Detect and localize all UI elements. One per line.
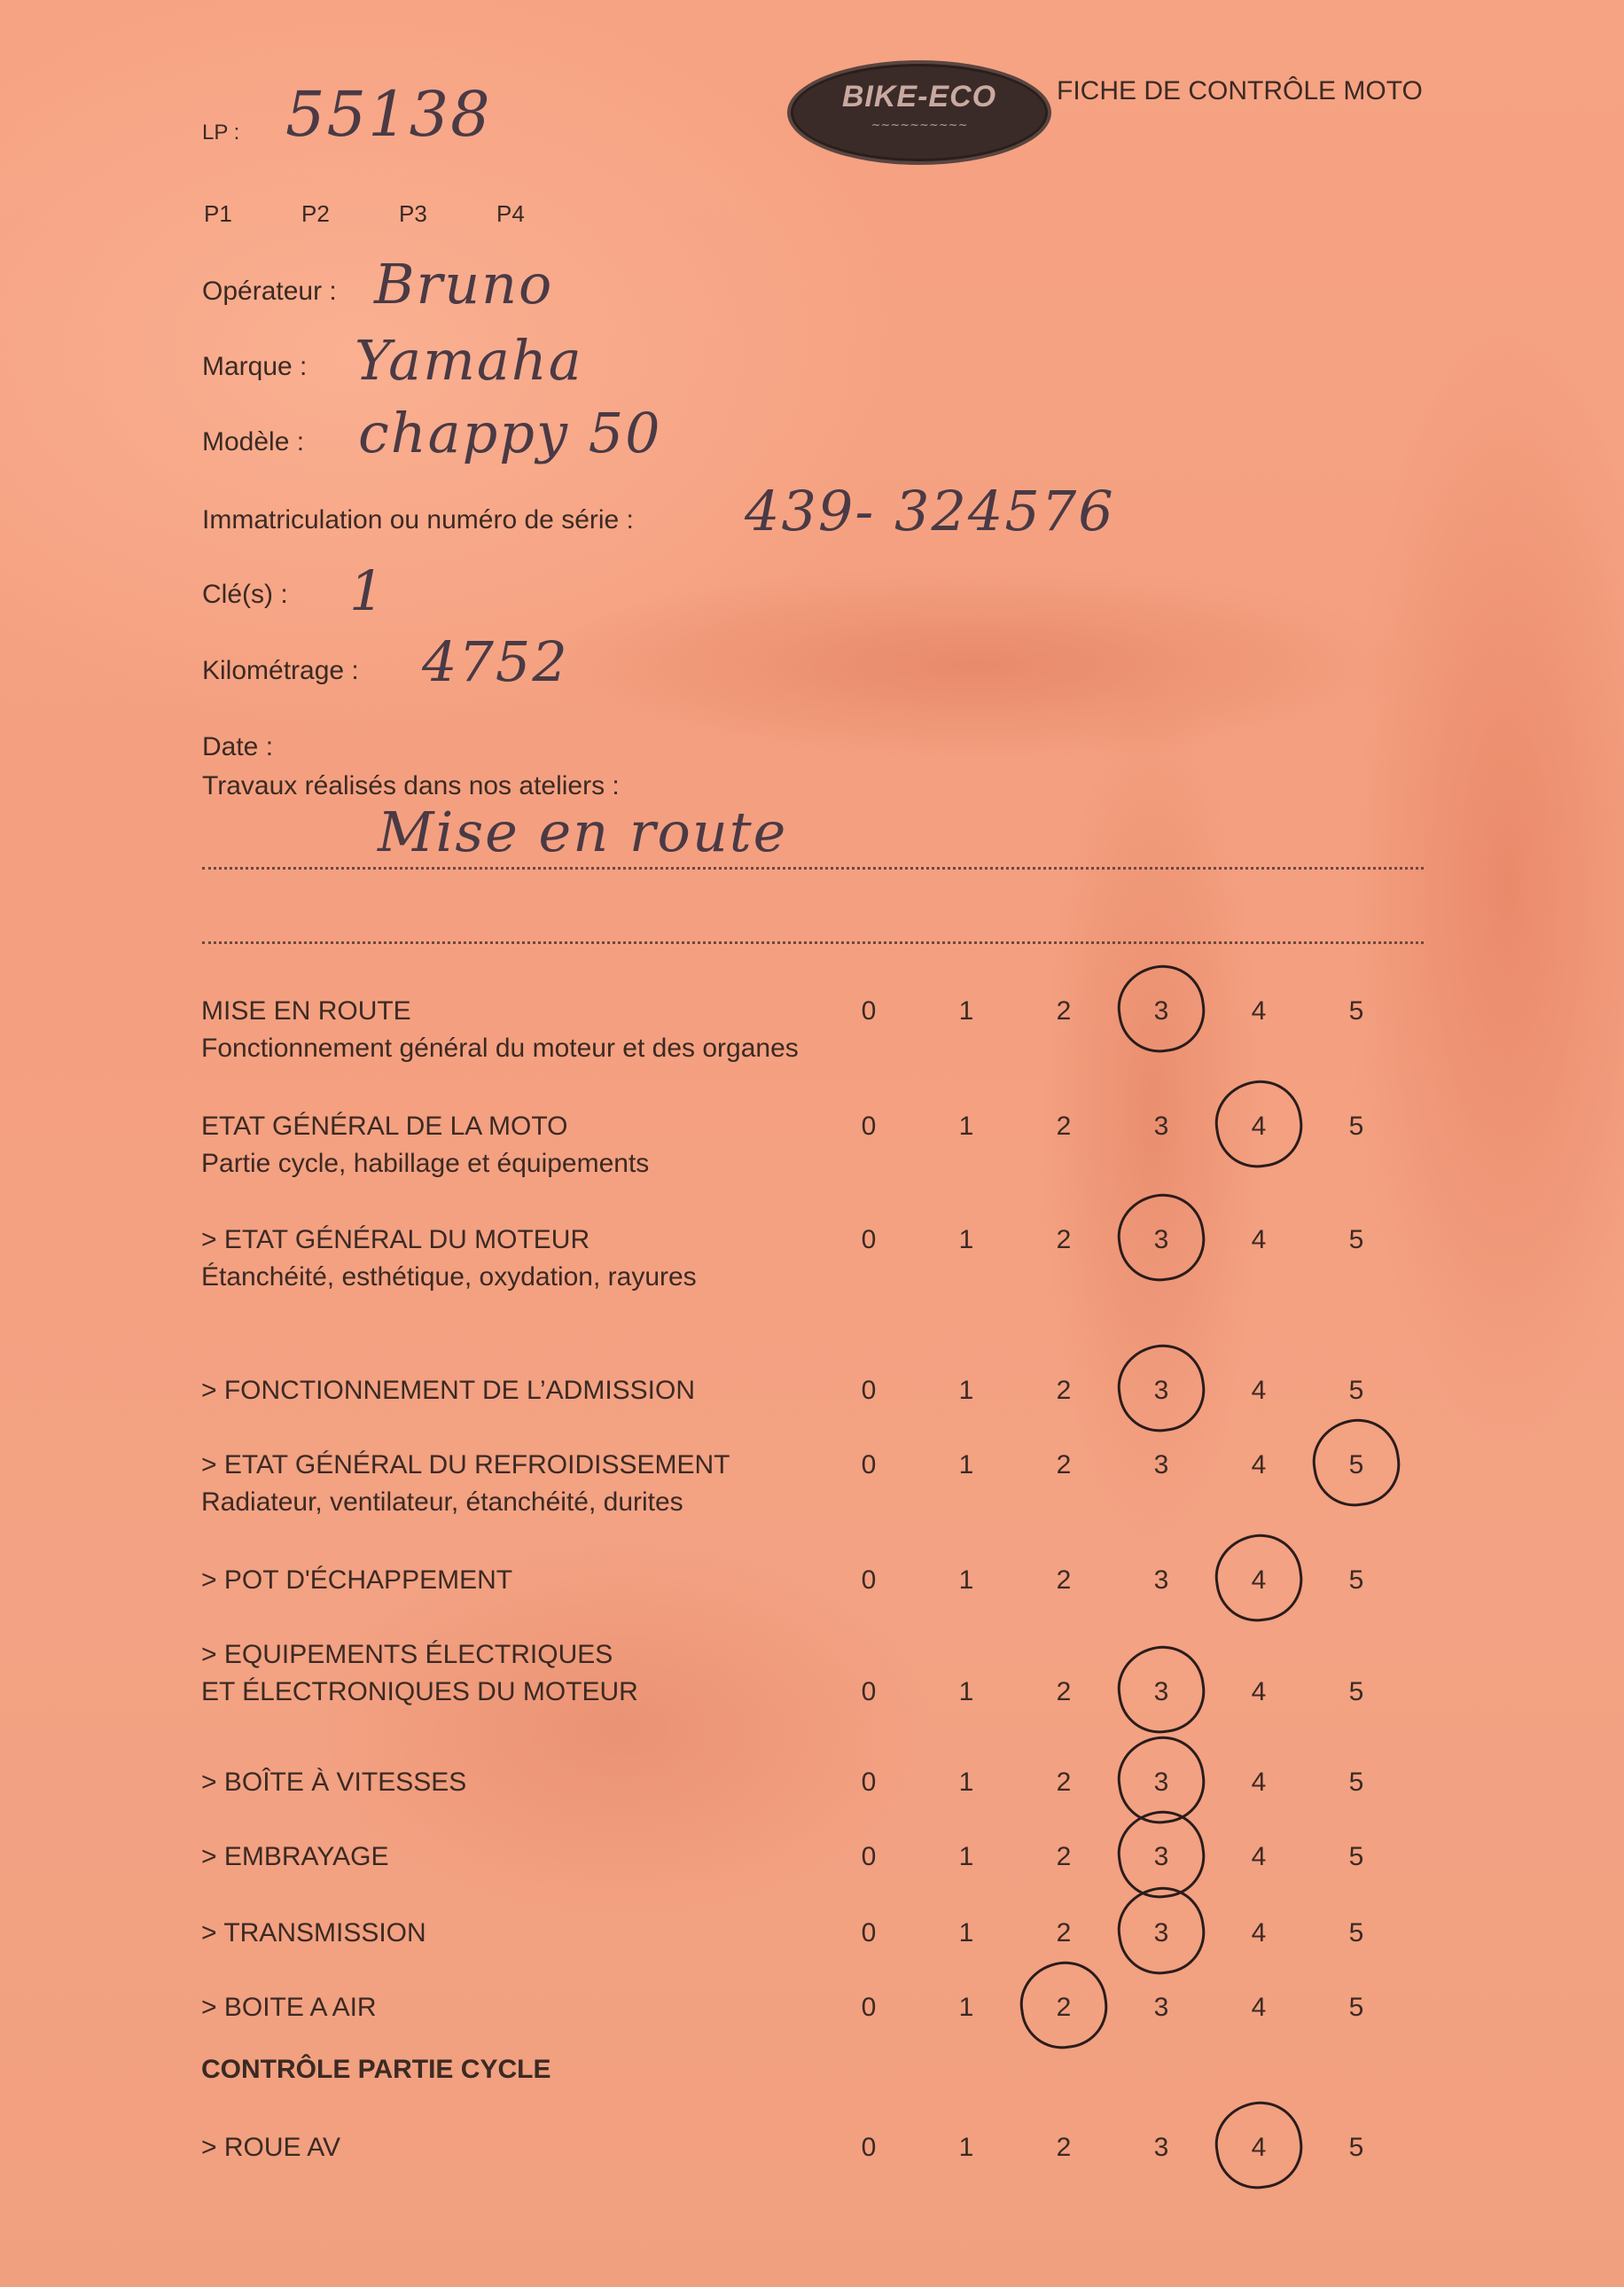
score-circle-mark <box>1210 1529 1308 1627</box>
score-scale <box>0 1225 1624 1269</box>
mileage-label: Kilométrage : <box>202 656 359 685</box>
score-option-5[interactable]: 5 <box>1348 1918 1364 1947</box>
score-option-0[interactable]: 0 <box>861 1677 877 1706</box>
score-option-0[interactable]: 0 <box>861 1225 877 1254</box>
score-scale <box>0 1677 1624 1721</box>
date-label: Date : <box>202 732 274 761</box>
score-option-5[interactable]: 5 <box>1348 1376 1364 1405</box>
model-label: Modèle : <box>202 427 305 457</box>
check-row <box>0 1640 1624 1729</box>
score-option-3[interactable]: 3 <box>1135 1225 1188 1255</box>
check-label: > FONCTIONNEMENT DE L’ADMISSION <box>201 1376 696 1405</box>
score-option-4[interactable]: 4 <box>1232 2133 1285 2163</box>
check-label: > ROUE AV <box>201 2133 341 2162</box>
works-value: Mise en route <box>378 800 788 864</box>
score-circle-mark <box>1113 1339 1211 1438</box>
check-row <box>0 1112 1624 1200</box>
score-option-2[interactable]: 2 <box>1056 2133 1072 2162</box>
score-option-3[interactable]: 3 <box>1135 1376 1188 1406</box>
check-label: > TRANSMISSION <box>201 1918 426 1947</box>
score-option-5[interactable]: 5 <box>1348 1225 1364 1254</box>
check-label: > ETAT GÉNÉRAL DU REFROIDISSEMENT <box>201 1450 730 1479</box>
score-scale <box>0 1112 1624 1156</box>
score-option-2[interactable]: 2 <box>1056 1112 1072 1141</box>
check-label: > EMBRAYAGE <box>201 1842 389 1871</box>
check-label: > POT D'ÉCHAPPEMENT <box>201 1565 513 1595</box>
score-option-2[interactable]: 2 <box>1056 1225 1072 1254</box>
check-description: Partie cycle, habillage et équipements <box>201 1149 650 1178</box>
cycle-section-title: CONTRÔLE PARTIE CYCLE <box>201 2055 551 2084</box>
score-option-1[interactable]: 1 <box>958 1565 974 1595</box>
keys-value: 1 <box>349 558 386 623</box>
check-label: > ETAT GÉNÉRAL DU MOTEUR <box>201 1225 590 1254</box>
score-option-0[interactable]: 0 <box>861 1918 877 1947</box>
score-option-5[interactable]: 5 <box>1348 1842 1364 1871</box>
score-option-4[interactable]: 4 <box>1251 1376 1267 1405</box>
score-option-2[interactable]: 2 <box>1056 1376 1072 1405</box>
check-row <box>0 1225 1624 1314</box>
score-option-0[interactable]: 0 <box>861 1842 877 1871</box>
score-option-1[interactable]: 1 <box>958 1918 974 1947</box>
check-description: Fonctionnement général du moteur et des organes <box>201 1034 799 1063</box>
score-option-3[interactable]: 3 <box>1153 2133 1169 2162</box>
score-option-4[interactable]: 4 <box>1251 996 1267 1026</box>
score-option-2[interactable]: 2 <box>1056 1677 1072 1706</box>
score-option-2[interactable]: 2 <box>1056 1768 1072 1797</box>
score-option-1[interactable]: 1 <box>958 1677 974 1706</box>
brand-label: Marque : <box>202 352 308 381</box>
score-option-5[interactable]: 5 <box>1330 1450 1383 1480</box>
score-option-0[interactable]: 0 <box>861 1450 877 1479</box>
score-option-5[interactable]: 5 <box>1348 1565 1364 1595</box>
score-scale <box>0 1918 1624 1963</box>
score-option-5[interactable]: 5 <box>1348 1768 1364 1797</box>
score-option-2[interactable]: 2 <box>1056 1450 1072 1479</box>
score-option-3[interactable]: 3 <box>1135 1677 1188 1707</box>
score-option-2[interactable]: 2 <box>1056 1918 1072 1947</box>
score-option-4[interactable]: 4 <box>1251 1450 1267 1479</box>
score-option-0[interactable]: 0 <box>861 1112 877 1141</box>
score-option-3[interactable]: 3 <box>1153 1112 1169 1141</box>
score-option-3[interactable]: 3 <box>1135 1918 1188 1948</box>
score-option-4[interactable]: 4 <box>1251 1677 1267 1706</box>
score-option-5[interactable]: 5 <box>1348 1677 1364 1706</box>
brand-value: Yamaha <box>355 328 583 393</box>
check-row <box>0 2133 1624 2221</box>
score-option-5[interactable]: 5 <box>1348 996 1364 1026</box>
check-row <box>0 996 1624 1085</box>
score-scale <box>0 1768 1624 1812</box>
score-scale <box>0 1842 1624 1886</box>
score-scale <box>0 996 1624 1041</box>
keys-label: Clé(s) : <box>202 580 288 609</box>
score-option-3[interactable]: 3 <box>1153 1565 1169 1595</box>
score-option-4[interactable]: 4 <box>1251 1918 1267 1947</box>
sheet-title: FICHE DE CONTRÔLE MOTO <box>1057 76 1423 105</box>
check-label: > BOÎTE À VITESSES <box>201 1768 467 1797</box>
position-p1: P1 <box>204 200 232 227</box>
works-label: Travaux réalisés dans nos ateliers : <box>202 771 620 800</box>
score-scale <box>0 1450 1624 1495</box>
position-p4: P4 <box>496 200 525 227</box>
works-line-2 <box>202 941 1424 944</box>
logo-tagline: ~~~~~~~~~~ <box>871 119 968 132</box>
score-option-0[interactable]: 0 <box>861 1768 877 1797</box>
registration-label: Immatriculation ou numéro de série : <box>202 505 634 535</box>
logo-text: BIKE-ECO <box>841 80 997 113</box>
score-option-5[interactable]: 5 <box>1348 1112 1364 1141</box>
score-circle-mark <box>1113 960 1211 1058</box>
score-circle-mark <box>1113 1189 1211 1287</box>
works-line-1 <box>202 867 1424 870</box>
score-circle-mark <box>1210 1075 1308 1174</box>
score-option-4[interactable]: 4 <box>1251 1768 1267 1797</box>
operator-label: Opérateur : <box>202 277 337 306</box>
score-option-0[interactable]: 0 <box>861 996 877 1026</box>
check-label: > BOITE A AIR <box>201 1993 377 2022</box>
check-description: Radiateur, ventilateur, étanchéité, durites <box>201 1487 683 1517</box>
score-option-5[interactable]: 5 <box>1348 2133 1364 2162</box>
registration-value: 439- 324576 <box>745 479 1115 543</box>
score-option-0[interactable]: 0 <box>861 2133 877 2162</box>
check-row <box>0 1450 1624 1539</box>
score-option-4[interactable]: 4 <box>1232 1112 1285 1142</box>
score-option-2[interactable]: 2 <box>1056 1842 1072 1871</box>
score-option-1[interactable]: 1 <box>958 2133 974 2162</box>
check-label: MISE EN ROUTE <box>201 996 411 1026</box>
score-option-2[interactable]: 2 <box>1056 1565 1072 1595</box>
mileage-value: 4752 <box>422 629 569 694</box>
score-option-4[interactable]: 4 <box>1232 1565 1285 1596</box>
score-option-3[interactable]: 3 <box>1135 996 1188 1026</box>
score-option-0[interactable]: 0 <box>861 1565 877 1595</box>
check-label: ETAT GÉNÉRAL DE LA MOTO <box>201 1112 568 1141</box>
score-option-0[interactable]: 0 <box>861 1376 877 1405</box>
score-option-1[interactable]: 1 <box>958 1225 974 1254</box>
check-description: ET ÉLECTRONIQUES DU MOTEUR <box>201 1677 638 1706</box>
model-value: chappy 50 <box>358 401 662 465</box>
position-p2: P2 <box>301 200 330 227</box>
score-option-0[interactable]: 0 <box>861 1993 877 2022</box>
score-option-4[interactable]: 4 <box>1251 1993 1267 2022</box>
score-option-3[interactable]: 3 <box>1135 1842 1188 1872</box>
score-option-4[interactable]: 4 <box>1251 1842 1267 1871</box>
operator-value: Bruno <box>374 252 554 316</box>
lp-label: LP : <box>202 121 240 144</box>
score-circle-mark <box>1210 2096 1308 2195</box>
score-scale <box>0 1376 1624 1420</box>
score-option-1[interactable]: 1 <box>958 1112 974 1141</box>
score-option-3[interactable]: 3 <box>1153 1450 1169 1479</box>
score-option-1[interactable]: 1 <box>958 1450 974 1479</box>
score-option-2[interactable]: 2 <box>1056 996 1072 1026</box>
score-option-1[interactable]: 1 <box>958 996 974 1026</box>
check-row <box>0 1842 1624 1931</box>
score-option-3[interactable]: 3 <box>1135 1768 1188 1798</box>
score-option-1[interactable]: 1 <box>958 1842 974 1871</box>
check-description: Étanchéité, esthétique, oxydation, rayures <box>201 1262 697 1292</box>
score-option-4[interactable]: 4 <box>1251 1225 1267 1254</box>
score-option-1[interactable]: 1 <box>958 1376 974 1405</box>
lp-value: 55138 <box>285 78 492 151</box>
bike-eco-logo <box>787 60 1051 165</box>
score-option-1[interactable]: 1 <box>958 1993 974 2022</box>
score-option-5[interactable]: 5 <box>1348 1993 1364 2022</box>
check-label: > EQUIPEMENTS ÉLECTRIQUES <box>201 1640 613 1669</box>
score-option-3[interactable]: 3 <box>1153 1993 1169 2022</box>
score-scale <box>0 1993 1624 2037</box>
position-p3: P3 <box>399 200 427 227</box>
score-circle-mark <box>1113 1641 1211 1739</box>
score-scale <box>0 2133 1624 2177</box>
score-option-2[interactable]: 2 <box>1037 1993 1090 2023</box>
score-scale <box>0 1565 1624 1610</box>
score-option-1[interactable]: 1 <box>958 1768 974 1797</box>
